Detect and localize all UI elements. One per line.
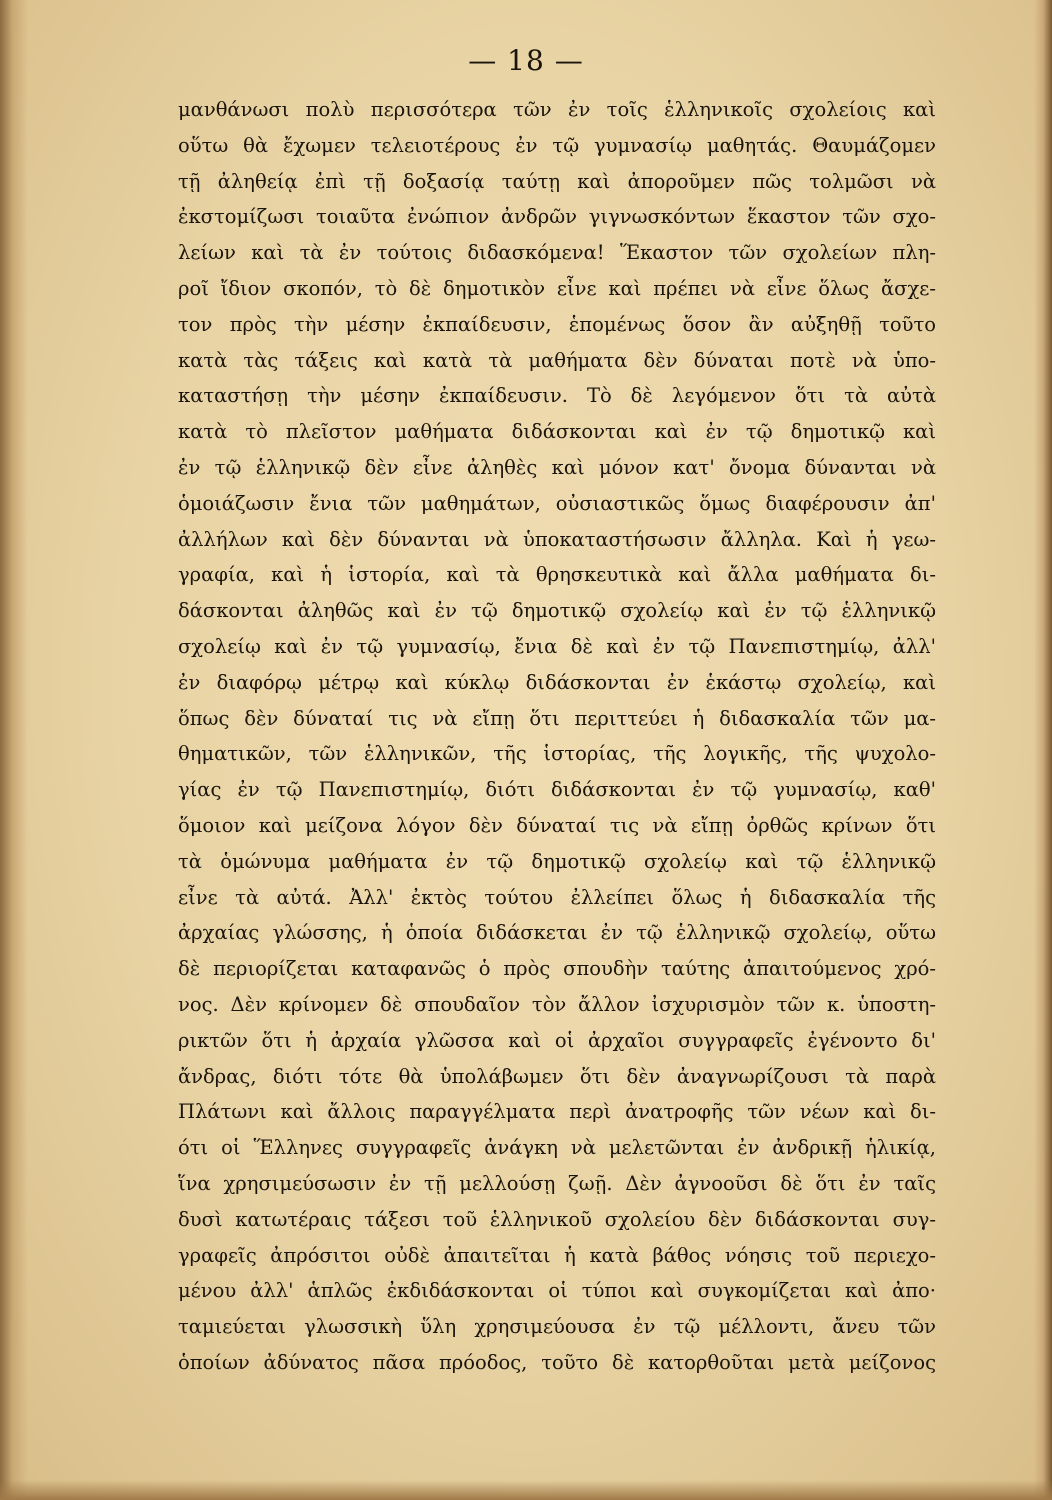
- text-line: τῇ ἀληθείᾳ ἐπὶ τῇ δοξασίᾳ ταύτῃ καὶ ἀποροῦμεν πῶς τολμῶσι νὰ: [178, 169, 936, 193]
- text-line: γραφεῖς ἀπρόσιτοι οὐδὲ ἀπαιτεῖται ἡ κατὰ βάθος νόησις τοῦ περιεχο-: [178, 1243, 936, 1267]
- page-number: — 18 —: [468, 44, 584, 77]
- text-line: θηματικῶν, τῶν ἑλληνικῶν, τῆς ἱστορίας, τῆς λογικῆς, τῆς ψυχολο-: [178, 742, 936, 766]
- text-line: νος. Δὲν κρίνομεν δὲ σπουδαῖον τὸν ἄλλον ἰσχυρισμὸν τῶν κ. ὑποστη-: [178, 992, 936, 1016]
- text-line: ἐν διαφόρῳ μέτρῳ καὶ κύκλῳ διδάσκονται ἐν ἑκάστῳ σχολείῳ, καὶ: [178, 670, 936, 694]
- page-right-edge-shadow: [1034, 0, 1052, 1500]
- body-text: [178, 92, 936, 1381]
- text-line: γραφία, καὶ ἡ ἱστορία, καὶ τὰ θρησκευτικὰ καὶ ἄλλα μαθήματα δι-: [178, 563, 936, 587]
- text-line: καταστήσῃ τὴν μέσην ἐκπαίδευσιν. Τὸ δὲ λεγόμενον ὅτι τὰ αὐτὰ: [178, 384, 936, 408]
- text-line: ἵνα χρησιμεύσωσιν ἐν τῇ μελλούσῃ ζωῇ. Δὲν ἀγνοοῦσι δὲ ὅτι ἐν ταῖς: [178, 1171, 936, 1195]
- text-line: ταμιεύεται γλωσσικὴ ὕλη χρησιμεύουσα ἐν τῷ μέλλοντι, ἄνευ τῶν: [178, 1315, 936, 1339]
- text-line: ὁποίων ἀδύνατος πᾶσα πρόοδος, τοῦτο δὲ κατορθοῦται μετὰ μείζονος: [178, 1350, 936, 1374]
- text-line: ὅπως δὲν δύναταί τις νὰ εἴπῃ ὅτι περιττεύει ἡ διδασκαλία τῶν μα-: [178, 706, 936, 730]
- text-line: ἀρχαίας γλώσσης, ἡ ὁποία διδάσκεται ἐν τῷ ἑλληνικῷ σχολείῳ, οὕτω: [178, 921, 936, 945]
- text-line: σχολείῳ καὶ ἐν τῷ γυμνασίῳ, ἔνια δὲ καὶ ἐν τῷ Πανεπιστημίῳ, ἀλλ': [178, 634, 936, 658]
- text-line: Πλάτωνι καὶ ἄλλοις παραγγέλματα περὶ ἀνατροφῆς τῶν νέων καὶ δι-: [178, 1100, 936, 1124]
- text-line: ὅμοιον καὶ μείζονα λόγον δὲν δύναταί τις νὰ εἴπῃ ὀρθῶς κρίνων ὅτι: [178, 813, 936, 837]
- text-line: λείων καὶ τὰ ἐν τούτοις διδασκόμενα! Ἕκαστον τῶν σχολείων πλη-: [178, 241, 936, 265]
- text-line: μένου ἀλλ' ἁπλῶς ἐκδιδάσκονται οἱ τύποι καὶ συγκομίζεται καὶ ἀπο·: [178, 1279, 936, 1303]
- text-line: ἐκστομίζωσι τοιαῦτα ἐνώπιον ἀνδρῶν γιγνωσκόντων ἕκαστον τῶν σχο-: [178, 205, 936, 229]
- text-line: δὲ περιορίζεται καταφανῶς ὁ πρὸς σπουδὴν ταύτης ἀπαιτούμενος χρό-: [178, 957, 936, 981]
- text-line: δάσκονται ἀληθῶς καὶ ἐν τῷ δημοτικῷ σχολείῳ καὶ ἐν τῷ ἑλληνικῷ: [178, 599, 936, 623]
- text-line: εἶνε τὰ αὐτά. Ἀλλ' ἐκτὸς τούτου ἐλλείπει ὅλως ἡ διδασκαλία τῆς: [178, 885, 936, 909]
- text-line: ἀλλήλων καὶ δὲν δύνανται νὰ ὑποκαταστήσωσιν ἄλληλα. Καὶ ἡ γεω-: [178, 527, 936, 551]
- text-line: ἄνδρας, διότι τότε θὰ ὑπολάβωμεν ὅτι δὲν ἀναγνωρίζουσι τὰ παρὰ: [178, 1064, 936, 1088]
- page-left-edge-shadow: [0, 0, 28, 1500]
- text-line: κατὰ τὸ πλεῖστον μαθήματα διδάσκονται καὶ ἐν τῷ δημοτικῷ καὶ: [178, 420, 936, 444]
- text-line: ρικτῶν ὅτι ἡ ἀρχαία γλῶσσα καὶ οἱ ἀρχαῖοι συγγραφεῖς ἐγένοντο δι': [178, 1028, 936, 1052]
- text-line: ότι οἱ Ἕλληνες συγγραφεῖς ἀνάγκη νὰ μελετῶνται ἐν ἀνδρικῇ ἡλικίᾳ,: [178, 1136, 936, 1160]
- text-line: οὕτω θὰ ἔχωμεν τελειοτέρους ἐν τῷ γυμνασίῳ μαθητάς. Θαυμάζομεν: [178, 133, 936, 157]
- text-line: δυσὶ κατωτέραις τάξεσι τοῦ ἑλληνικοῦ σχολείου δὲν διδάσκονται συγ-: [178, 1207, 936, 1231]
- text-line: κατὰ τὰς τάξεις καὶ κατὰ τὰ μαθήματα δὲν δύναται ποτὲ νὰ ὑπο-: [178, 348, 936, 372]
- text-line: μανθάνωσι πολὺ περισσότερα τῶν ἐν τοῖς ἑλληνικοῖς σχολείοις καὶ: [178, 98, 936, 121]
- page-bottom-edge-shadow: [0, 1480, 1052, 1500]
- text-line: τον πρὸς τὴν μέσην ἐκπαίδευσιν, ἑπομένως ὅσον ἂν αὐξηθῇ τοῦτο: [178, 312, 936, 336]
- text-line: ἐν τῷ ἑλληνικῷ δὲν εἶνε ἀληθὲς καὶ μόνον κατ' ὄνομα δύνανται νὰ: [178, 455, 936, 479]
- text-line: γίας ἐν τῷ Πανεπιστημίῳ, διότι διδάσκονται ἐν τῷ γυμνασίῳ, καθ': [178, 778, 936, 802]
- text-line: ροῖ ἴδιον σκοπόν, τὸ δὲ δημοτικὸν εἶνε καὶ πρέπει νὰ εἶνε ὅλως ἄσχε-: [178, 276, 936, 300]
- text-line: ὁμοιάζωσιν ἔνια τῶν μαθημάτων, οὐσιαστικῶς ὅμως διαφέρουσιν ἀπ': [178, 491, 936, 515]
- text-line: τὰ ὁμώνυμα μαθήματα ἐν τῷ δημοτικῷ σχολείῳ καὶ τῷ ἑλληνικῷ: [178, 849, 936, 873]
